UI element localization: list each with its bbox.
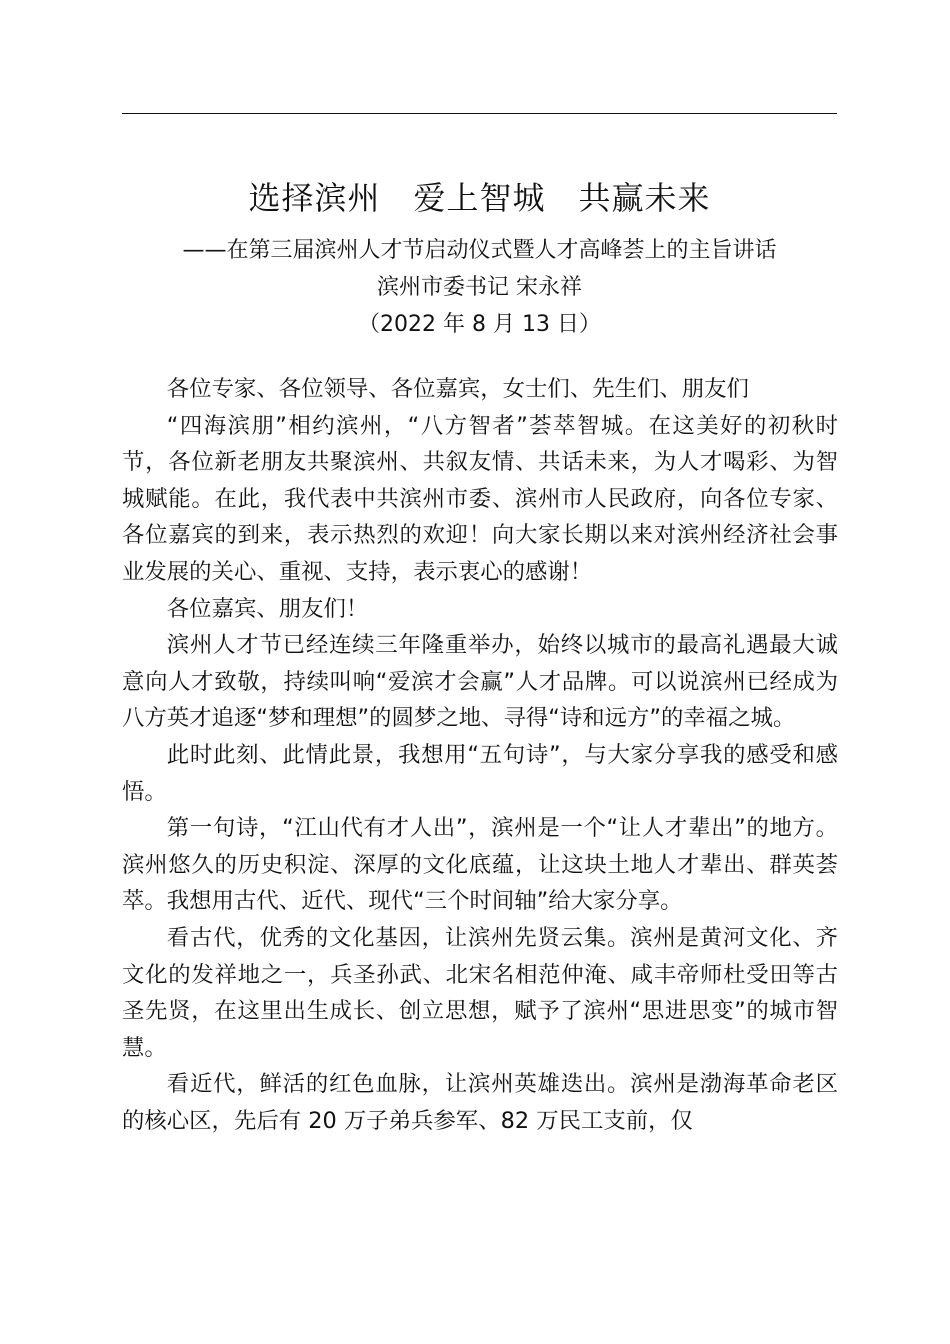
- paragraph-greeting: 各位专家、各位领导、各位嘉宾，女士们、先生们、朋友们: [166, 376, 749, 402]
- document-date: （2022 年 8 月 13 日）: [358, 312, 601, 337]
- paragraph-ancient-times: 看古代，优秀的文化基因，让滨州先贤云集。滨州是黄河文化、齐文化的发祥地之一，兵圣孙武、北宋名相范仲淹、咸丰帝师杜受田等古圣先贤，在这里出生成长、创立思想，赋予了滨州“思进思变”的城市智慧。: [122, 924, 838, 1061]
- paragraph-talent-festival: 滨州人才节已经连续三年隆重举办，始终以城市的最高礼遇最大诚意向人才致敬，持续叫响“爱滨才会赢”人才品牌。可以说滨州已经成为八方英才追逐“梦和理想”的圆梦之地、寻得“诗和远方”的幸福之城。: [122, 632, 838, 732]
- document-body: [122, 371, 838, 1139]
- paragraph-five-poems: 此时此刻、此情此景，我想用“五句诗”，与大家分享我的感受和感悟。: [122, 741, 838, 805]
- header-rule: [122, 113, 837, 114]
- paragraph-first-poem: 第一句诗，“江山代有才人出”，滨州是一个“让人才辈出”的地方。滨州悠久的历史积淀、深厚的文化底蕴，让这块土地人才辈出、群英荟萃。我想用古代、近代、现代“三个时间轴”给大家分享。: [122, 815, 838, 915]
- document-subtitle: ——在第三届滨州人才节启动仪式暨人才高峰荟上的主旨讲话: [182, 238, 777, 263]
- paragraph-welcome: “四海滨朋”相约滨州，“八方智者”荟萃智城。在这美好的初秋时节，各位新老朋友共聚滨州、共叙友情、共话未来，为人才喝彩、为智城赋能。在此，我代表中共滨州市委、滨州市人民政府，向各位专家、各位嘉宾的到来，表示热烈的欢迎！向大家长期以来对滨州经济社会事业发展的关心、重视、支持，表示衷心的感谢！: [122, 412, 838, 585]
- document-title: 选择滨州 爱上智城 共赢未来: [248, 179, 711, 217]
- paragraph-modern-times: 看近代，鲜活的红色血脉，让滨州英雄迭出。滨州是渤海革命老区的核心区，先后有 20 万子弟兵参军、82 万民工支前，仅: [122, 1071, 838, 1134]
- title-block: [122, 172, 837, 343]
- paragraph-address-guests: 各位嘉宾、朋友们！: [166, 595, 369, 622]
- document-author: 滨州市委书记 宋永祥: [377, 275, 582, 300]
